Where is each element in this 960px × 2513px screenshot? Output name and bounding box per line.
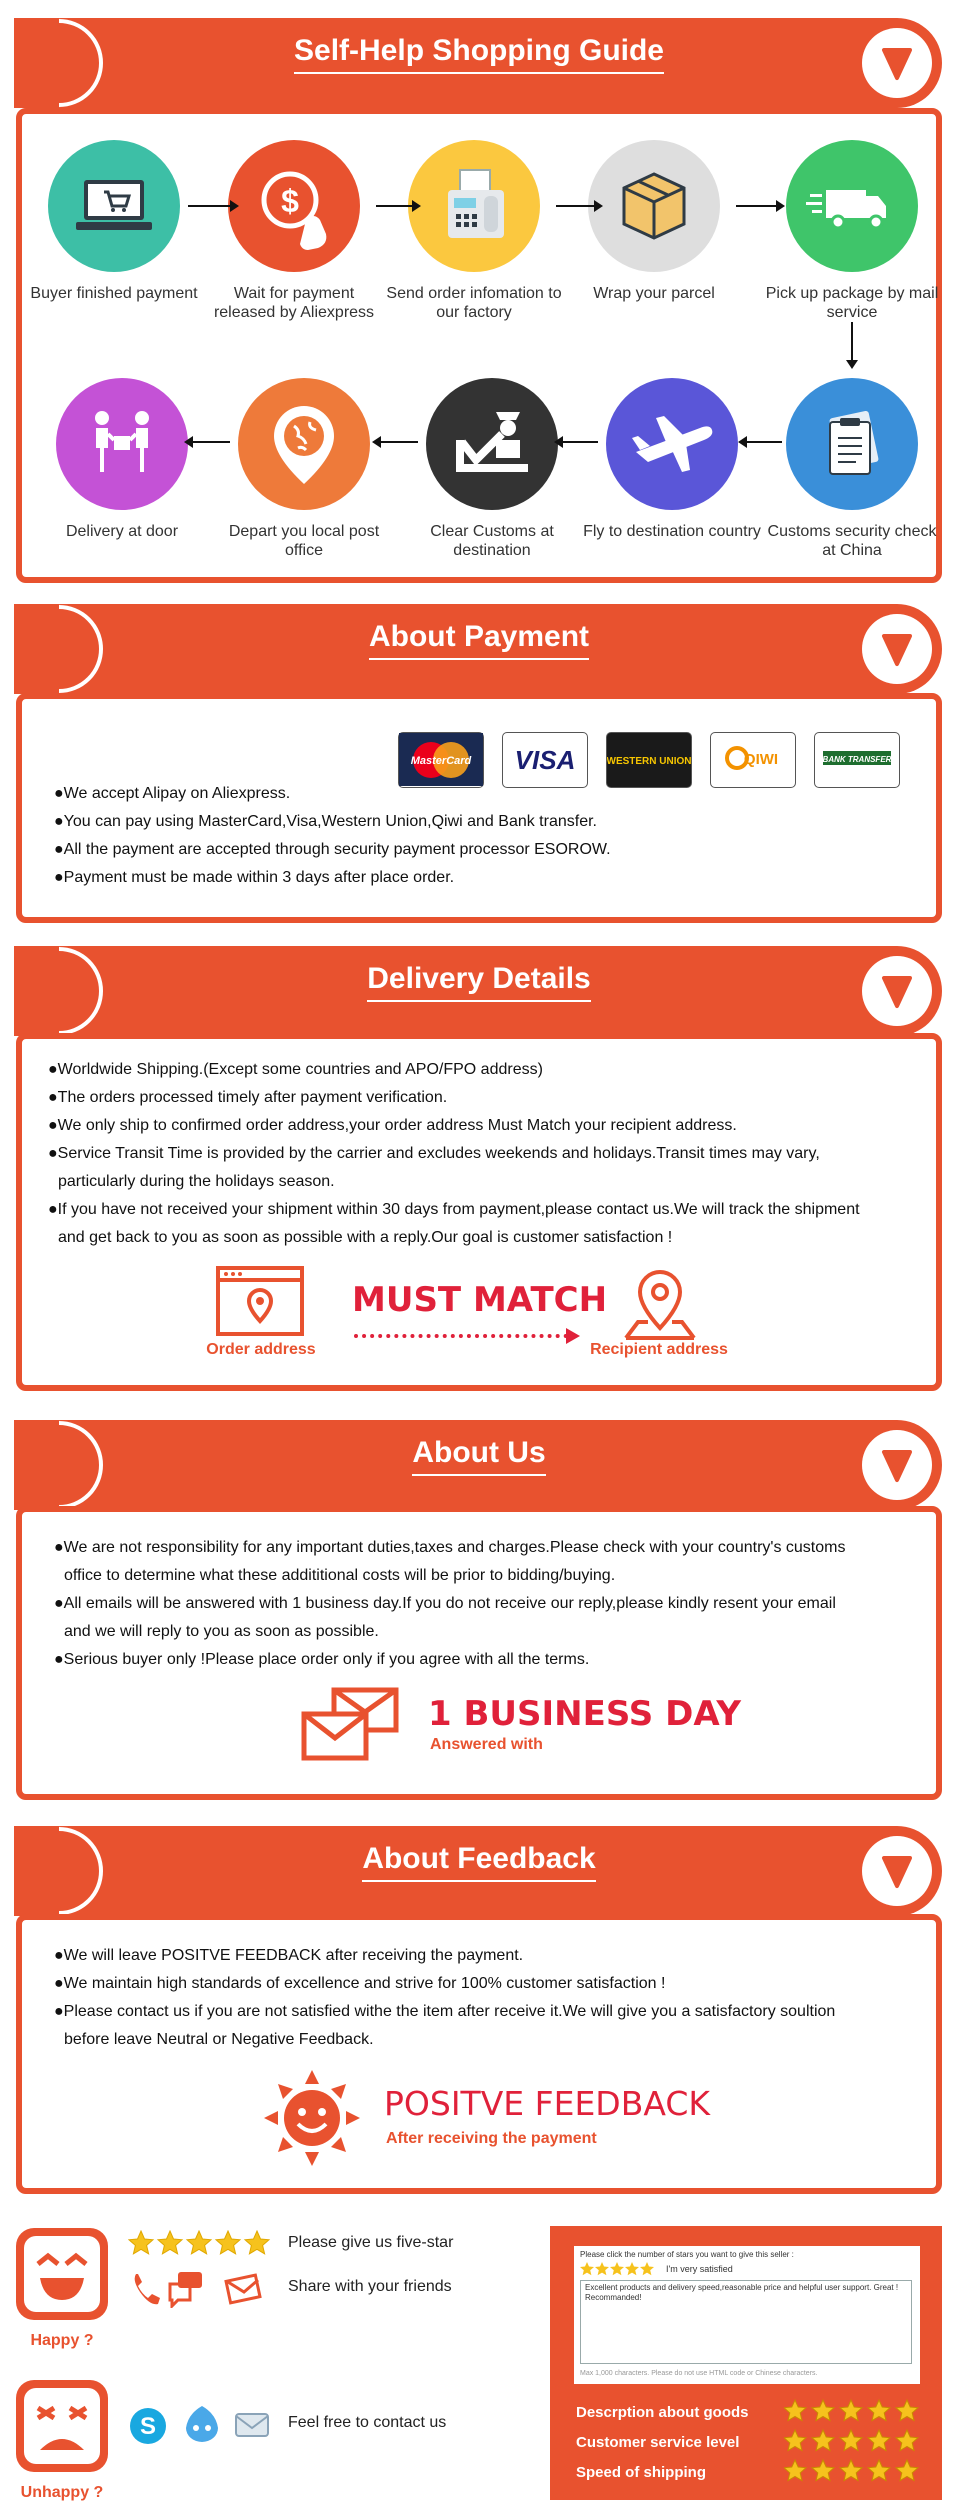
step-post-office — [214, 378, 394, 560]
arrow-left-icon — [746, 441, 782, 443]
arrow-right-icon — [376, 205, 416, 207]
chevron-down-icon[interactable] — [862, 614, 932, 684]
rating-label-goods: Descrption about goods — [576, 2404, 749, 2421]
step-fly — [582, 378, 762, 541]
delivery-line: ●The orders processed timely after payment verification. — [48, 1089, 448, 1106]
guide-title: Self-Help Shopping Guide — [16, 34, 942, 74]
location-pin-icon — [622, 1268, 698, 1342]
step-wrap-parcel — [564, 140, 744, 303]
recipient-address-label: Recipient address — [590, 1341, 728, 1358]
people-gift-icon — [56, 378, 188, 510]
positive-feedback-text: POSITVE FEEDBACK — [384, 2084, 711, 2123]
rating-form — [574, 2246, 920, 2384]
very-satisfied-text: I'm very satisfied — [666, 2264, 733, 2274]
step-label: Clear Customs at destination — [430, 523, 554, 559]
feedback-line: ●We will leave POSITVE FEEDBACK after receiving the payment. — [54, 1947, 524, 1964]
about-text — [54, 1534, 924, 1674]
arrow-head — [412, 200, 421, 212]
dotted-arrow — [354, 1334, 568, 1338]
card-text: BANK TRANSFER — [822, 755, 892, 764]
rating-card — [550, 2226, 942, 2500]
step-label: Send order infomation to our factory — [386, 285, 562, 321]
about-line: and we will reply to you as soon as possible. — [64, 1623, 379, 1640]
clipboard-check-icon — [786, 378, 918, 510]
arrow-left-icon — [562, 441, 598, 443]
skype-icon[interactable] — [128, 2406, 172, 2446]
rating-stars-icon[interactable] — [580, 2262, 660, 2276]
about-line: office to determine what these addititional costs will be prior to bidding/buying. — [64, 1567, 616, 1584]
rating-prompt: Please click the number of stars you want to give this seller : — [580, 2250, 794, 2259]
about-line: ●Serious buyer only !Please place order only if you agree with all the terms. — [54, 1651, 590, 1668]
arrow-head — [566, 1328, 580, 1344]
globe-pin-icon — [238, 378, 370, 510]
payment-line: ●All the payment are accepted through security payment processor ESOROW. — [54, 841, 611, 858]
arrow-left-icon — [380, 441, 418, 443]
delivery-line: ●If you have not received your shipment within 30 days from payment,please contact us.We will track the shipment — [48, 1201, 860, 1218]
parcel-box-icon — [588, 140, 720, 272]
customs-officer-icon — [426, 378, 558, 510]
step-label: Delivery at door — [65, 523, 179, 540]
step-buyer-payment — [24, 140, 204, 303]
step-customs-china — [762, 378, 942, 560]
airplane-icon — [606, 378, 738, 510]
business-day-text: 1 BUSINESS DAY — [428, 1694, 742, 1734]
email-icon — [300, 1686, 400, 1764]
arrow-right-icon — [556, 205, 598, 207]
arrow-head — [230, 200, 239, 212]
step-delivery-door — [32, 378, 212, 541]
arrow-down-icon — [851, 322, 853, 362]
payment-line: ●Payment must be made within 3 days after place order. — [54, 869, 455, 886]
delivery-line: ●Service Transit Time is provided by the carrier and excludes weekends and holidays.Transit times may vary, — [48, 1145, 820, 1162]
must-match-text: MUST MATCH — [352, 1280, 608, 1320]
card-text: VISA — [514, 745, 576, 775]
arrow-head — [594, 200, 603, 212]
step-label: Customs security check at China — [767, 523, 937, 559]
share-icons — [130, 2268, 274, 2308]
step-label: Wait for payment released by Aliexpress — [213, 285, 375, 321]
answered-with-text: Answered with — [430, 1736, 543, 1753]
happy-label: Happy ? — [30, 2332, 94, 2349]
feedback-line: before leave Neutral or Negative Feedback. — [64, 2031, 374, 2048]
dollar-touch-icon — [228, 140, 360, 272]
arrow-head — [554, 436, 563, 448]
rating-label-shipping: Speed of shipping — [576, 2464, 706, 2481]
mail-envelope-icon[interactable] — [232, 2406, 272, 2442]
svg-text:$: $ — [281, 183, 299, 219]
arrow-head — [184, 436, 193, 448]
order-address-label: Order address — [206, 1341, 316, 1358]
review-textarea[interactable]: Excellent products and delivery speed,reasonable price and helpful user support. Great ! Recommanded! — [580, 2280, 912, 2364]
chevron-down-icon[interactable] — [862, 956, 932, 1026]
browser-pin-icon — [216, 1266, 304, 1338]
card-text: QIWI — [743, 751, 779, 768]
payment-line: ●You can pay using MasterCard,Visa,Western Union,Qiwi and Bank transfer. — [54, 813, 597, 830]
step-pick-up — [762, 140, 942, 322]
after-payment-text: After receiving the payment — [386, 2130, 597, 2147]
feedback-line: ●Please contact us if you are not satisfied withe the item after receive it.We will give you a satisfactory soultion — [54, 2003, 836, 2020]
payment-text — [54, 780, 914, 892]
arrow-head — [372, 436, 381, 448]
step-label: Pick up package by mail service — [765, 285, 939, 321]
feedback-text — [54, 1942, 924, 2054]
payment-banner — [16, 604, 942, 694]
about-line: ●We are not responsibility for any important duties,taxes and charges.Please check with your country's customs — [54, 1539, 846, 1556]
happy-face-icon — [16, 2228, 108, 2320]
about-line: ●All emails will be answered with 1 business day.If you do not receive our reply,please kindly resent your email — [54, 1595, 836, 1612]
about-banner — [16, 1420, 942, 1510]
delivery-text — [48, 1056, 928, 1252]
char-note: Max 1,000 characters. Please do not use HTML code or Chinese characters. — [580, 2370, 818, 2377]
step-label: Depart you local post office — [228, 523, 380, 559]
rating-label-service: Customer service level — [576, 2434, 740, 2451]
sun-smile-icon — [262, 2068, 362, 2168]
contact-text: Feel free to contact us — [288, 2414, 447, 2431]
arrow-head — [738, 436, 747, 448]
arrow-right-icon — [736, 205, 780, 207]
five-stars-icon — [128, 2230, 272, 2256]
unhappy-label: Unhappy ? — [20, 2484, 104, 2501]
share-text: Share with your friends — [288, 2278, 452, 2295]
step-clear-customs — [402, 378, 582, 560]
feedback-banner — [16, 1826, 942, 1916]
step-label: Fly to destination country — [583, 523, 761, 540]
step-label: Wrap your parcel — [593, 285, 715, 302]
rating-stars-rows-icon — [784, 2398, 924, 2488]
arrow-head — [846, 360, 858, 369]
arrow-left-icon — [192, 441, 230, 443]
card-text: MasterCard — [410, 755, 472, 767]
delivery-title: Delivery Details — [16, 962, 942, 1002]
chevron-down-icon[interactable] — [862, 28, 932, 98]
qq-messenger-icon[interactable] — [180, 2402, 224, 2446]
guide-banner — [16, 18, 942, 108]
delivery-line: and get back to you as soon as possible with a reply.Our goal is customer satisfaction ! — [58, 1229, 673, 1246]
arrow-right-icon — [188, 205, 234, 207]
fax-machine-icon — [408, 140, 540, 272]
delivery-banner — [16, 946, 942, 1036]
laptop-cart-icon — [48, 140, 180, 272]
delivery-truck-icon — [786, 140, 918, 272]
chevron-down-icon[interactable] — [862, 1836, 932, 1906]
feedback-title: About Feedback — [16, 1842, 942, 1882]
five-star-text: Please give us five-star — [288, 2234, 454, 2251]
chevron-down-icon[interactable] — [862, 1430, 932, 1500]
step-wait-payment — [204, 140, 384, 322]
step-send-order — [384, 140, 564, 322]
delivery-line: ●Worldwide Shipping.(Except some countries and APO/FPO address) — [48, 1061, 543, 1078]
unhappy-face-icon — [16, 2380, 108, 2472]
arrow-head — [776, 200, 785, 212]
step-label: Buyer finished payment — [30, 285, 198, 302]
payment-title: About Payment — [16, 620, 942, 660]
card-text: WESTERN UNION — [607, 756, 691, 767]
svg-text:S: S — [139, 2413, 157, 2440]
payment-line: ●We accept Alipay on Aliexpress. — [54, 785, 291, 802]
delivery-line: ●We only ship to confirmed order address,your order address Must Match your recipient address. — [48, 1117, 737, 1134]
delivery-line: particularly during the holidays season. — [58, 1173, 335, 1190]
about-title: About Us — [16, 1436, 942, 1476]
feedback-line: ●We maintain high standards of excellence and strive for 100% customer satisfaction ! — [54, 1975, 666, 1992]
